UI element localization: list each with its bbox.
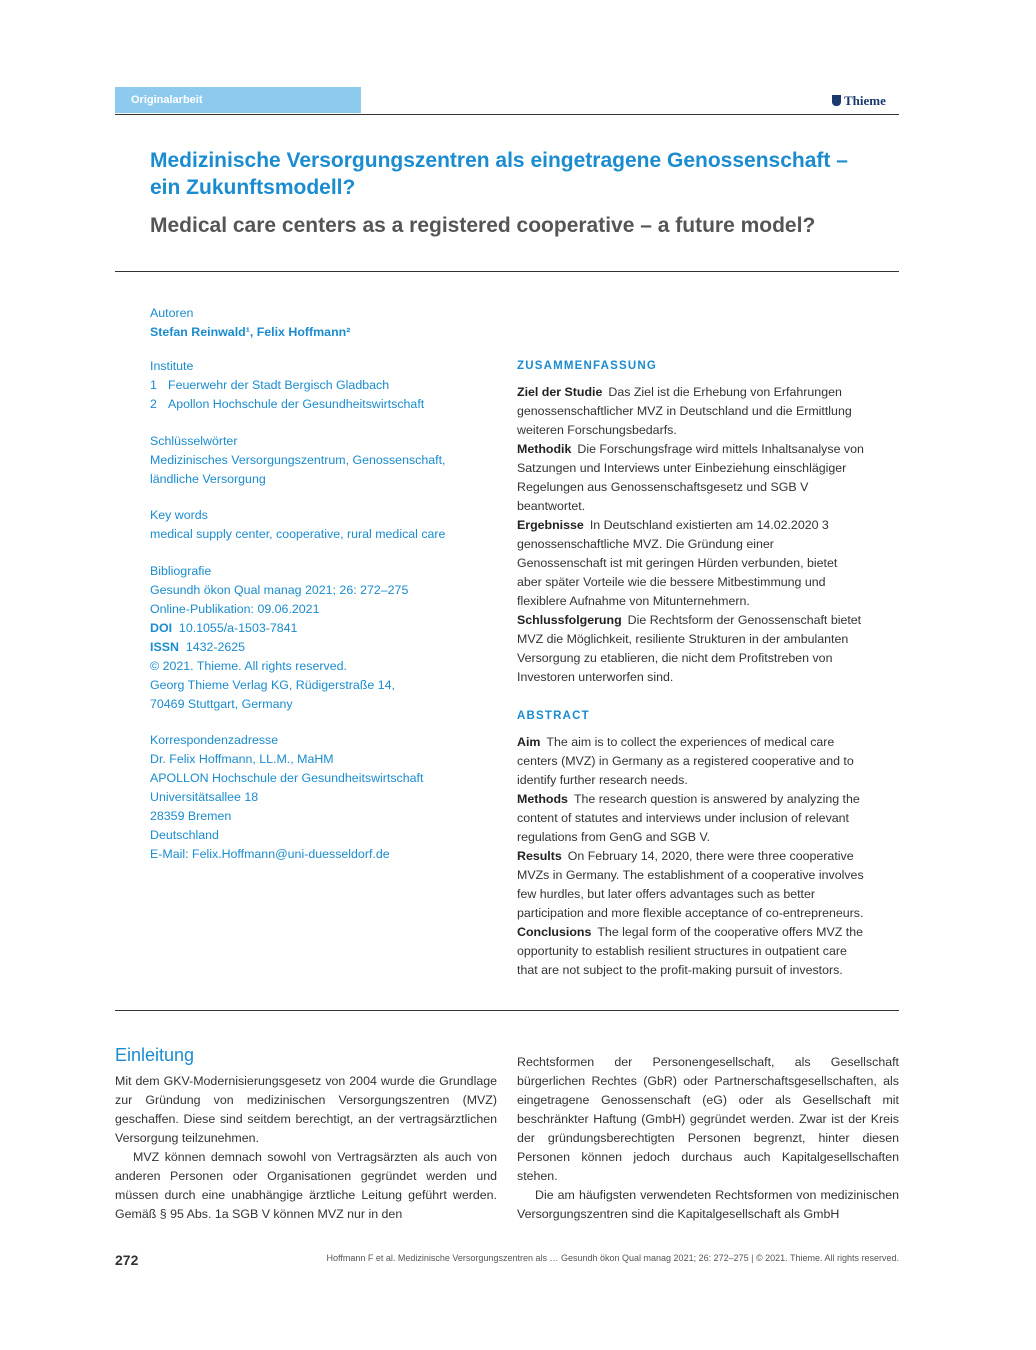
body-paragraph: MVZ können demnach sowohl von Vertragsärzten als auch von anderen Personen oder Organisationen gegründet werden und müssen durch eine unabhängige ärztliche Leitung geführt werden. Gemäß § 95 Abs. 1a SGB V können MVZ nur in den [115,1150,497,1221]
summary-paragraph: Schlussfolgerung Die Rechtsform der Genossenschaft bietet MVZ die Möglichkeit, resiliente Strukturen in der ambulanten Versorgung zu etablieren, die nicht dem Profitstreben von Investoren unterworfen sind. [517,613,862,684]
einleitung-heading: Einleitung [115,1045,195,1065]
correspondence-line: Universitätsallee 18 [150,790,259,804]
doi-link[interactable]: 10.1055/a-1503-7841 [178,621,298,635]
bibliography-journal: Gesundh ökon Qual manag 2021; 26: 272–275 [150,583,409,597]
keywords-en-block [150,506,500,544]
keywords-de-block [150,432,500,489]
title-german: Medizinische Versorgungszentren als eingetragene Genossenschaft – ein Zukunftsmodell? [150,149,848,199]
correspondence-line: 28359 Bremen [150,809,232,823]
keywords-de-line: ländliche Versorgung [150,472,266,486]
correspondence-block [150,731,500,864]
keywords-en-label: Key words [150,508,208,522]
body-right-column [517,1053,899,1224]
title-english: Medical care centers as a registered cooperative – a future model? [150,214,816,237]
correspondence-line: APOLLON Hochschule der Gesundheitswirtschaft [150,771,424,785]
bibliography-online: Online-Publikation: 09.06.2021 [150,602,320,616]
issn-line: ISSN 1432-2625 [150,640,246,654]
section-tag: Originalarbeit [115,87,361,113]
bibliography-label: Bibliografie [150,564,212,578]
institutes-label: Institute [150,359,194,373]
thieme-shield-icon [832,95,841,106]
summary-paragraph: Ergebnisse In Deutschland existierten am 14.02.2020 3 genossenschaftliche MVZ. Die Gründung einer Genossenschaft ist mit geringen Hürden verbunden, bietet aber später Vorteile wie die bessere Mitbestimmung und flexiblere Aufnahme von Mitunternehmern. [517,518,838,608]
publisher-logo [832,93,886,109]
abstract-body [517,733,865,980]
authors-label: Autoren [150,306,194,320]
keywords-de-label: Schlüsselwörter [150,434,238,448]
copyright-line: © 2021. Thieme. All rights reserved. [150,659,347,673]
zusammenfassung-heading: ZUSAMMENFASSUNG [517,360,658,372]
zusammenfassung-body [517,383,865,687]
footer-citation: Hoffmann F et al. Medizinische Versorgungszentren als … Gesundh ökon Qual manag 2021; 26: 272–275 | © 2021. Thieme. All rights reserved. [326,1253,899,1263]
keywords-en-line: medical supply center, cooperative, rural medical care [150,527,446,541]
authors-names: Stefan Reinwald¹, Felix Hoffmann² [150,325,351,339]
publisher-address: 70469 Stuttgart, Germany [150,697,293,711]
email-link[interactable]: E-Mail: Felix.Hoffmann@uni-duesseldorf.de [150,847,390,861]
correspondence-line: Deutschland [150,828,219,842]
publisher-address: Georg Thieme Verlag KG, Rüdigerstraße 14, [150,678,395,692]
bibliography-block [150,562,500,714]
authors-block [150,304,500,342]
summary-paragraph: Methodik Die Forschungsfrage wird mittels Inhaltsanalyse von Satzungen und Interviews unter Einbeziehung einschlägiger Regelungen aus Genossenschaftsgesetz und SGB V beantwortet. [517,442,864,513]
body-rule [115,1010,899,1011]
summary-paragraph: Ziel der Studie Das Ziel ist die Erhebung von Erfahrungen genossenschaftlicher MVZ in Deutschland und die Ermittlung weiteren Forschungsbedarfs. [517,385,852,437]
title-rule [115,271,899,272]
body-left-column [115,1072,497,1224]
abstract-paragraph: Results On February 14, 2020, there were three cooperative MVZs in Germany. The establishment of a cooperative involves few hurdles, but later offers advantages such as better participation and more flexible acceptance of co-entrepreneurs. [517,849,864,920]
header-rule [115,114,899,115]
page-number: 272 [115,1252,139,1268]
abstract-paragraph: Methods The research question is answered by analyzing the content of statutes and interviews under inclusion of relevant regulations from GenG and SGB V. [517,792,860,844]
correspondence-line: Dr. Felix Hoffmann, LL.M., MaHM [150,752,334,766]
doi-line: DOI 10.1055/a-1503-7841 [150,621,298,635]
keywords-de-line: Medizinisches Versorgungszentrum, Genossenschaft, [150,453,446,467]
abstract-heading: ABSTRACT [517,710,590,722]
abstract-paragraph: Aim The aim is to collect the experiences of medical care centers (MVZ) in Germany as a registered cooperative and to identify further research needs. [517,735,854,787]
abstract-paragraph: Conclusions The legal form of the cooperative offers MVZ the opportunity to establish resilient structures in outpatient care that are not subject to the profit-making pursuit of investors. [517,925,863,977]
institutes-block [150,357,500,414]
institute-item: 2 Apollon Hochschule der Gesundheitswirtschaft [150,397,425,411]
body-paragraph: Mit dem GKV-Modernisierungsgesetz von 2004 wurde die Grundlage zur Gründung von medizinischen Versorgungszentren (MVZ) geschaffen. Diese sind seitdem berechtigt, an der vertragsärztlichen Versorgung teilzunehmen. [115,1074,497,1145]
correspondence-label: Korrespondenzadresse [150,733,279,747]
body-paragraph: Rechtsformen der Personengesellschaft, als Gesellschaft bürgerlichen Rechtes (GbR) oder Partnerschaftsgesellschaften, als eingetragene Genossenschaft (eG) oder als Gesellschaft mit beschränkter Haftung (GmbH) gegründet werden. Zwar ist der Kreis der gründungsberechtigten Personen begrenzt, hinter diesen Personen können jedoch durchaus auch Kapitalgesellschaften stehen. [517,1055,899,1183]
publisher-name: Thieme [844,93,886,108]
body-paragraph: Die am häufigsten verwendeten Rechtsformen von medizinischen Versorgungszentren sind die Kapitalgesellschaft als GmbH [517,1188,899,1221]
institute-item: 1 Feuerwehr der Stadt Bergisch Gladbach [150,378,390,392]
